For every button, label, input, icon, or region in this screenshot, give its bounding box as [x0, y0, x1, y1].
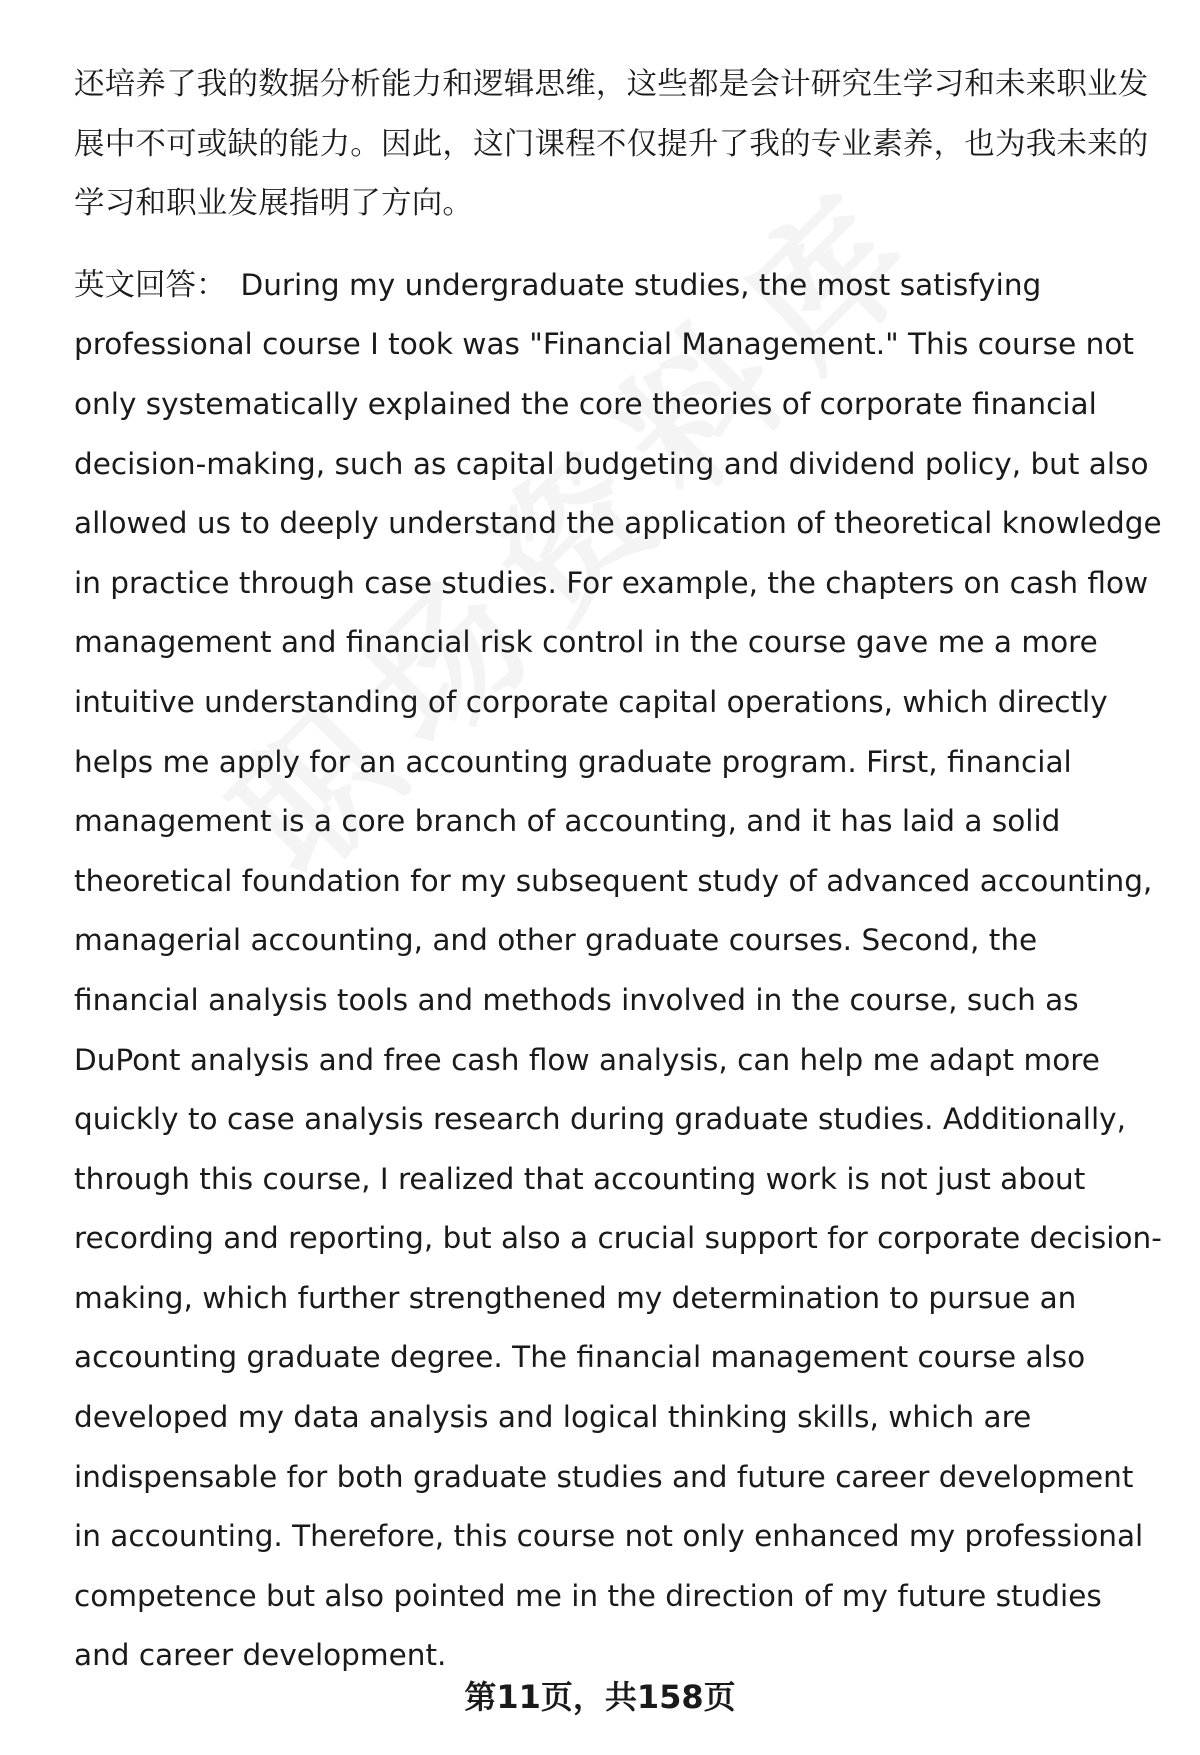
english-answer-text: During my undergraduate studies, the most satisfying professional course I took was "Financial Management." This course not only systematically explained the core theories of corporate financial decision-making, such as capital budgeting and dividend policy, but also allowed us to deeply understand the application of theoretical knowledge in practice through case studies. For example, the chapters on cash flow management and financial risk control in the course gave me a more intuitive understanding of corporate capital operations, which directly helps me apply for an accounting graduate program. First, financial management is a core branch of accounting, and it has laid a solid theoretical foundation for my subsequent study of advanced accounting, managerial accounting, and other graduate courses. Second, the financial analysis tools and methods involved in the course, such as DuPont analysis and free cash flow analysis, can help me adapt more quickly to case analysis research during graduate studies. Additionally, through this course, I realized that accounting work is not just about recording and reporting, but also a crucial support for corporate decision-making, which further strengthened my determination to pursue an accounting graduate degree. The financial management course also developed my data analysis and logical thinking skills, which are indispensable for both graduate studies and future career development in accounting. Therefore, this course not only enhanced my professional competence but also pointed me in the direction of my future studies and career development. [74, 267, 1162, 1673]
chinese-paragraph: 还培养了我的数据分析能力和逻辑思维，这些都是会计研究生学习和未来职业发展中不可或缺的能力。因此，这门课程不仅提升了我的专业素养，也为我未来的学习和职业发展指明了方向。 [74, 67, 1149, 222]
page-number-footer: 第11页，共158页 [464, 1678, 736, 1716]
english-answer-label: 英文回答： [74, 267, 227, 303]
document-body [74, 55, 1162, 1686]
english-answer-paragraph [74, 256, 1164, 1686]
